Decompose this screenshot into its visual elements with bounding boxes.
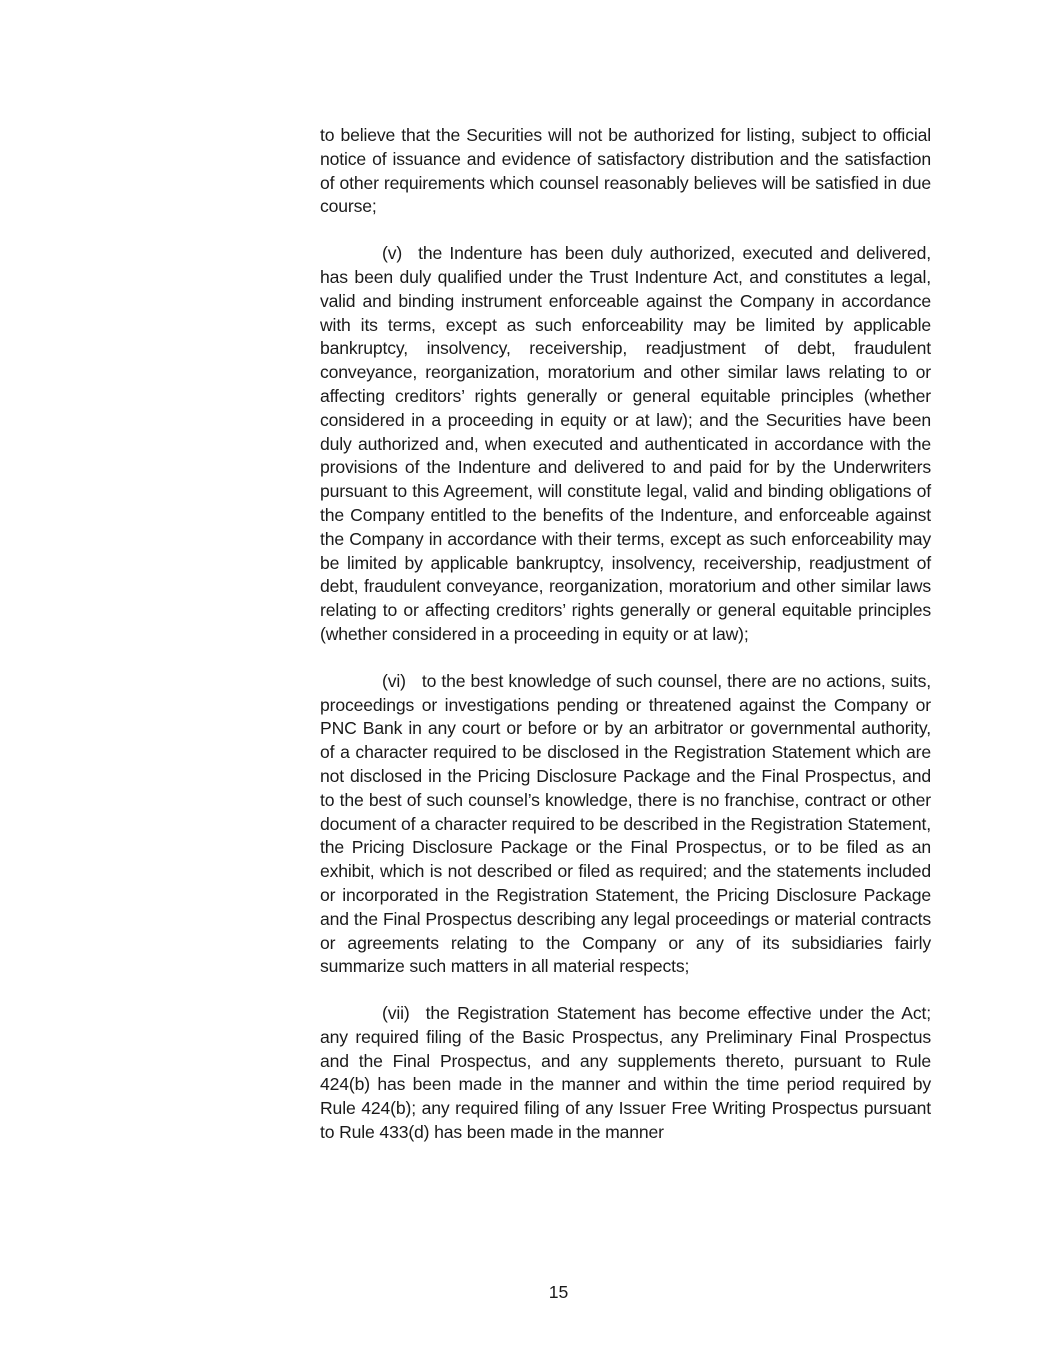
paragraph-v <box>320 242 931 647</box>
document-body <box>320 124 931 1168</box>
paragraph-text: the Registration Statement has become effective under the Act; any required filing of the Basic Prospectus, any Preliminary Final Prospectus and the Final Prospectus, and any supplements thereto, pursuant to Rule 424(b) has been made in the manner and within the time period required by Rule 424(b); any required filing of any Issuer Free Writing Prospectus pursuant to Rule 433(d) has been made in the manner <box>320 1003 931 1143</box>
paragraph-text: to believe that the Securities will not be authorized for listing, subject to official notice of issuance and evidence of satisfactory distribution and the satisfaction of other requirements which counsel reasonably believes will be satisfied in due course; <box>320 125 931 217</box>
paragraph-text: to the best knowledge of such counsel, there are no actions, suits, proceedings or investigations pending or threatened against the Company or PNC Bank in any court or before or by an arbitrator or governmental authority, of a character required to be disclosed in the Registration Statement which are not disclosed in the Pricing Disclosure Package and the Final Prospectus, and to the best of such counsel’s knowledge, there is no franchise, contract or other document of a character required to be described in the Registration Statement, the Pricing Disclosure Package or the Final Prospectus, or to be filed as an exhibit, which is not described or filed as required; and the statements included or incorporated in the Registration Statement, the Pricing Disclosure Package and the Final Prospectus describing any legal proceedings or material contracts or agreements relating to the Company or any of its subsidiaries fairly summarize such matters in all material respects; <box>320 670 931 977</box>
paragraph-number: (v) <box>382 243 403 264</box>
paragraph-text: the Indenture has been duly authorized, executed and delivered, has been duly qualified under the Trust Indenture Act, and constitutes a legal, valid and binding instrument enforceable against the Company in accordance with its terms, except as such enforceability may be limited by applicable bankruptcy, insolvency, receivership, readjustment of debt, fraudulent conveyance, reorganization, moratorium and other similar laws relating to or affecting creditors’ rights generally or general equitable principles (whether considered in a proceeding in equity or at law); and the Securities have been duly authorized and, when executed and authenticated in accordance with the provisions of the Indenture and delivered to and paid for by the Underwriters pursuant to this Agreement, will constitute legal, valid and binding obligations of the Company entitled to the benefits of the Indenture, and enforceable against the Company in accordance with their terms, except as such enforceability may be limited by applicable bankruptcy, insolvency, receivership, readjustment of debt, fraudulent conveyance, reorganization, moratorium and other similar laws relating to or affecting creditors’ rights generally or general equitable principles (whether considered in a proceeding in equity or at law); <box>320 243 931 644</box>
paragraph-vii <box>320 1002 931 1145</box>
paragraph-number: (vii) <box>382 1003 410 1024</box>
paragraph-continuation <box>320 124 931 219</box>
paragraph-vi <box>320 670 931 979</box>
paragraph-number: (vi) <box>382 670 406 691</box>
page-number: 15 <box>548 1282 569 1302</box>
